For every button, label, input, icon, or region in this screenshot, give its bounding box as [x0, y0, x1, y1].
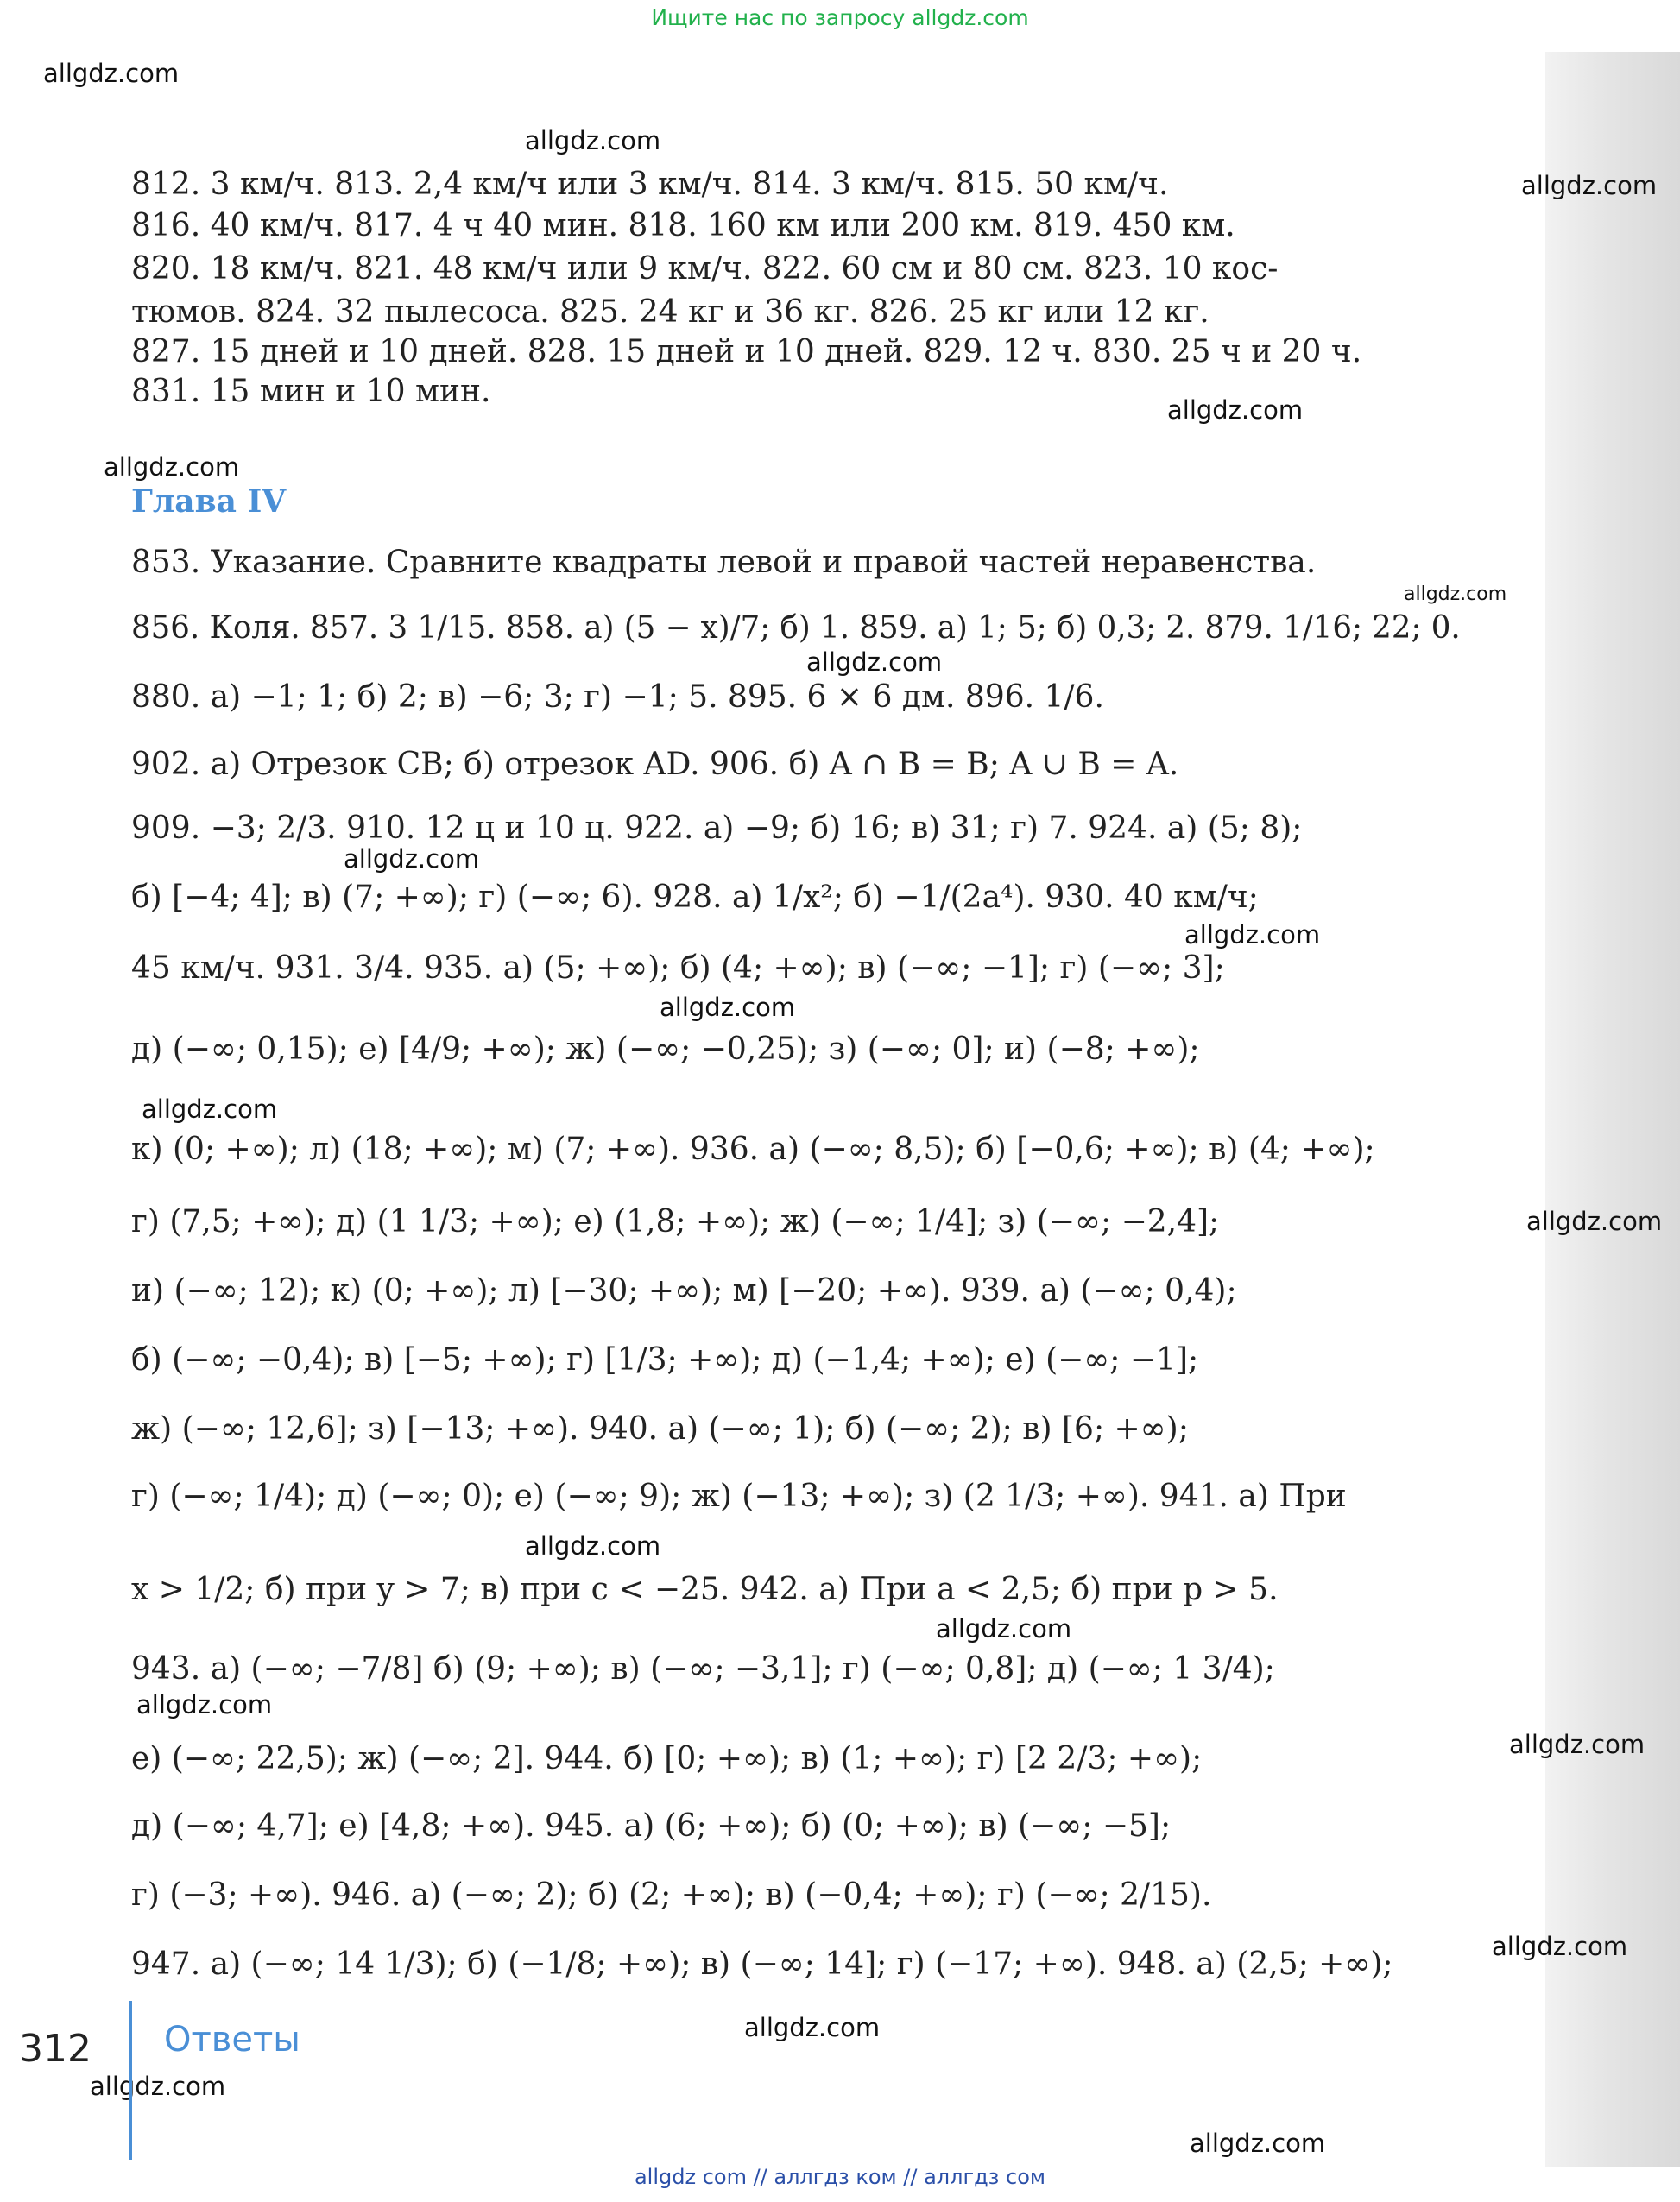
answer-line: б) [−4; 4]; в) (7; +∞); г) (−∞; 6). 928. а) 1/x²; б) −1/(2a⁴). 930. 40 км/ч; — [131, 880, 1259, 915]
answer-line: д) (−∞; 0,15); е) [4/9; +∞); ж) (−∞; −0,25); з) (−∞; 0]; и) (−8; +∞); — [131, 1032, 1200, 1067]
watermark: allgdz.com — [104, 452, 240, 482]
answer-line: тюмов. 824. 32 пылесоса. 825. 24 кг и 36 кг. 826. 25 кг или 12 кг. — [131, 294, 1209, 330]
watermark: allgdz.com — [90, 2072, 226, 2101]
watermark: allgdz.com — [344, 844, 480, 874]
watermark: allgdz.com — [43, 59, 180, 88]
watermark: allgdz.com — [525, 1531, 661, 1561]
answer-line: г) (7,5; +∞); д) (1 1/3; +∞); е) (1,8; +∞); ж) (−∞; 1/4]; з) (−∞; −2,4]; — [131, 1204, 1220, 1240]
answer-line: е) (−∞; 22,5); ж) (−∞; 2]. 944. б) [0; +∞); в) (1; +∞); г) [2 2/3; +∞); — [131, 1741, 1203, 1776]
answer-line: ж) (−∞; 12,6]; з) [−13; +∞). 940. а) (−∞; 1); б) (−∞; 2); в) [6; +∞); — [131, 1411, 1189, 1447]
top-banner[interactable]: Ищите нас по запросу allgdz.com — [651, 5, 1029, 30]
bottom-banner[interactable]: allgdz com // аллгдз ком // аллгдз сом — [634, 2165, 1046, 2189]
watermark: allgdz.com — [1521, 171, 1658, 200]
watermark: allgdz.com — [744, 2013, 881, 2042]
answer-line: г) (−3; +∞). 946. а) (−∞; 2); б) (2; +∞); в) (−0,4; +∞); г) (−∞; 2/15). — [131, 1877, 1212, 1913]
watermark: allgdz.com — [936, 1614, 1072, 1644]
chapter-title: Глава IV — [131, 483, 287, 520]
watermark: allgdz.com — [1184, 920, 1321, 950]
watermark: allgdz.com — [1167, 395, 1304, 425]
answer-line: 943. а) (−∞; −7/8] б) (9; +∞); в) (−∞; −3,1]; г) (−∞; 0,8]; д) (−∞; 1 3/4); — [131, 1651, 1275, 1687]
answer-line: 853. Указание. Сравните квадраты левой и правой частей неравенства. — [131, 545, 1317, 580]
answer-line: 856. Коля. 857. 3 1/15. 858. а) (5 − x)/7; б) 1. 859. а) 1; 5; б) 0,3; 2. 879. 1/16; 22; 0. — [131, 610, 1461, 646]
section-name: Ответы — [164, 2020, 300, 2060]
watermark: allgdz.com — [136, 1690, 273, 1719]
answer-line: 831. 15 мин и 10 мин. — [131, 374, 491, 409]
answer-line: 827. 15 дней и 10 дней. 828. 15 дней и 10 дней. 829. 12 ч. 830. 25 ч и 20 ч. — [131, 334, 1362, 369]
answer-line: 820. 18 км/ч. 821. 48 км/ч или 9 км/ч. 822. 60 см и 80 см. 823. 10 кос- — [131, 251, 1279, 287]
watermark: allgdz.com — [1404, 584, 1507, 605]
answer-line: б) (−∞; −0,4); в) [−5; +∞); г) [1/3; +∞); д) (−1,4; +∞); е) (−∞; −1]; — [131, 1342, 1199, 1378]
watermark: allgdz.com — [660, 993, 796, 1022]
watermark: allgdz.com — [1492, 1932, 1628, 1961]
answer-line: 45 км/ч. 931. 3/4. 935. а) (5; +∞); б) (4; +∞); в) (−∞; −1]; г) (−∞; 3]; — [131, 950, 1225, 986]
watermark: allgdz.com — [1526, 1207, 1663, 1236]
answer-line: 947. а) (−∞; 14 1/3); б) (−1/8; +∞); в) (−∞; 14]; г) (−17; +∞). 948. а) (2,5; +∞); — [131, 1946, 1393, 1982]
answer-line: 902. а) Отрезок CB; б) отрезок AD. 906. б) A ∩ B = B; A ∪ B = A. — [131, 747, 1179, 782]
answer-line: 816. 40 км/ч. 817. 4 ч 40 мин. 818. 160 км или 200 км. 819. 450 км. — [131, 208, 1235, 243]
footer-divider — [0, 2001, 132, 2160]
answer-line: д) (−∞; 4,7]; е) [4,8; +∞). 945. а) (6; +∞); б) (0; +∞); в) (−∞; −5]; — [131, 1808, 1172, 1844]
watermark: allgdz.com — [142, 1095, 278, 1124]
answer-line: 812. 3 км/ч. 813. 2,4 км/ч или 3 км/ч. 814. 3 км/ч. 815. 50 км/ч. — [131, 167, 1169, 202]
watermark: allgdz.com — [525, 126, 661, 155]
answer-line: 880. а) −1; 1; б) 2; в) −6; 3; г) −1; 5. 895. 6 × 6 дм. 896. 1/6. — [131, 679, 1104, 715]
answer-line: к) (0; +∞); л) (18; +∞); м) (7; +∞). 936. а) (−∞; 8,5); б) [−0,6; +∞); в) (4; +∞); — [131, 1132, 1375, 1167]
answer-line: x > 1/2; б) при y > 7; в) при c < −25. 942. а) При a < 2,5; б) при p > 5. — [131, 1572, 1279, 1607]
watermark: allgdz.com — [1509, 1730, 1645, 1759]
answer-line: г) (−∞; 1/4); д) (−∞; 0); е) (−∞; 9); ж) (−13; +∞); з) (2 1/3; +∞). 941. а) При — [131, 1479, 1347, 1514]
watermark: allgdz.com — [806, 647, 943, 677]
answer-line: 909. −3; 2/3. 910. 12 ц и 10 ц. 922. а) −9; б) 16; в) 31; г) 7. 924. а) (5; 8); — [131, 811, 1303, 846]
answer-line: и) (−∞; 12); к) (0; +∞); л) [−30; +∞); м) [−20; +∞). 939. а) (−∞; 0,4); — [131, 1273, 1237, 1309]
page-number: 312 — [19, 2027, 92, 2071]
page-edge-shadow — [1545, 52, 1680, 2167]
watermark: allgdz.com — [1190, 2129, 1326, 2158]
